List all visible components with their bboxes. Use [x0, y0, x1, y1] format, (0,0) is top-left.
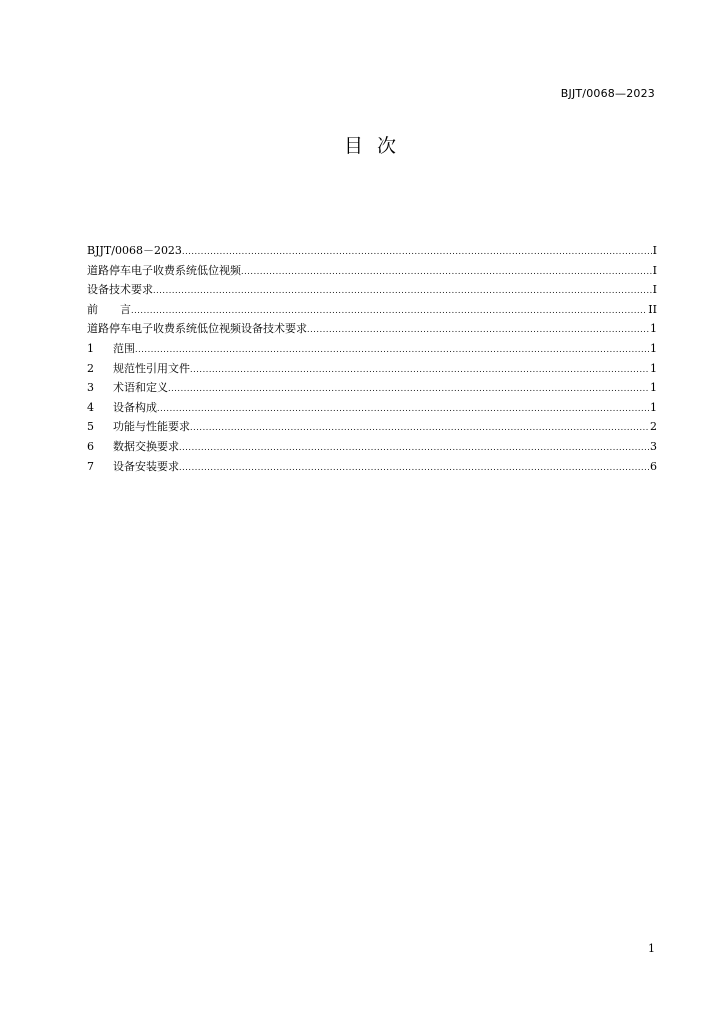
toc-entry-text: 设备安装要求	[113, 459, 179, 473]
toc-entry-page: 2	[650, 420, 657, 434]
toc-leader-dots	[135, 340, 649, 360]
toc-entry-text: BJJT/0068－2023	[87, 244, 182, 257]
toc-leader-dots	[307, 320, 649, 340]
toc-entry-text: 功能与性能要求	[113, 420, 190, 434]
toc-leader-dots	[241, 262, 652, 282]
toc-entry-page: 6	[650, 459, 657, 473]
toc-entry-number: 7	[87, 459, 94, 473]
page-title: 目 次	[343, 135, 401, 157]
toc-entry-page: 1	[650, 361, 657, 375]
toc-entry-text: 道路停车电子收费系统低位视频	[87, 263, 241, 277]
toc-leader-dots	[157, 399, 649, 419]
toc-entry-text: 前 言	[87, 302, 131, 316]
toc-entry-text: 范围	[113, 341, 135, 355]
toc-entry-page: 1	[650, 381, 657, 395]
toc-leader-dots	[131, 301, 647, 321]
toc-entry-page: I	[652, 263, 657, 277]
toc-entry[interactable]	[87, 417, 657, 437]
toc-entry[interactable]	[87, 261, 657, 281]
toc-entry-page: I	[652, 283, 657, 297]
toc-entry[interactable]	[87, 241, 657, 261]
toc-entry-number: 4	[87, 400, 94, 414]
toc-leader-dots	[190, 360, 649, 380]
toc-entry-text: 规范性引用文件	[113, 361, 190, 375]
toc-entry[interactable]	[87, 339, 657, 359]
toc-entry-page: 1	[650, 322, 657, 336]
toc-entry[interactable]	[87, 359, 657, 379]
toc-leader-dots	[190, 418, 649, 438]
toc-entry-page: 3	[650, 439, 657, 453]
toc-leader-dots	[153, 281, 652, 301]
document-code: BJJT/0068—2023	[560, 87, 655, 100]
toc-entry[interactable]	[87, 319, 657, 339]
toc-leader-dots	[168, 379, 649, 399]
toc-entry-page: II	[648, 302, 657, 316]
toc-leader-dots	[182, 242, 652, 262]
page-number: 1	[648, 942, 655, 955]
toc-entry[interactable]	[87, 457, 657, 477]
toc-entry-page: 1	[650, 400, 657, 414]
toc-entry-number: 6	[87, 439, 94, 453]
toc-entry-page: 1	[650, 341, 657, 355]
toc-leader-dots	[179, 458, 649, 478]
toc-entry[interactable]	[87, 300, 657, 320]
toc-leader-dots	[179, 438, 649, 458]
toc-entry[interactable]	[87, 378, 657, 398]
toc-entry-text: 设备构成	[113, 400, 157, 414]
toc-entry-text: 术语和定义	[113, 381, 168, 395]
toc-entry-page: I	[652, 244, 657, 257]
toc-entry-number: 3	[87, 381, 94, 395]
toc-entry-text: 设备技术要求	[87, 283, 153, 297]
table-of-contents	[87, 241, 657, 476]
toc-entry-text: 数据交换要求	[113, 439, 179, 453]
toc-entry-number: 1	[87, 341, 94, 355]
toc-entry-text: 道路停车电子收费系统低位视频设备技术要求	[87, 322, 307, 336]
toc-entry[interactable]	[87, 437, 657, 457]
toc-entry-number: 2	[87, 361, 94, 375]
toc-entry-number: 5	[87, 420, 94, 434]
toc-entry[interactable]	[87, 398, 657, 418]
toc-entry[interactable]	[87, 280, 657, 300]
